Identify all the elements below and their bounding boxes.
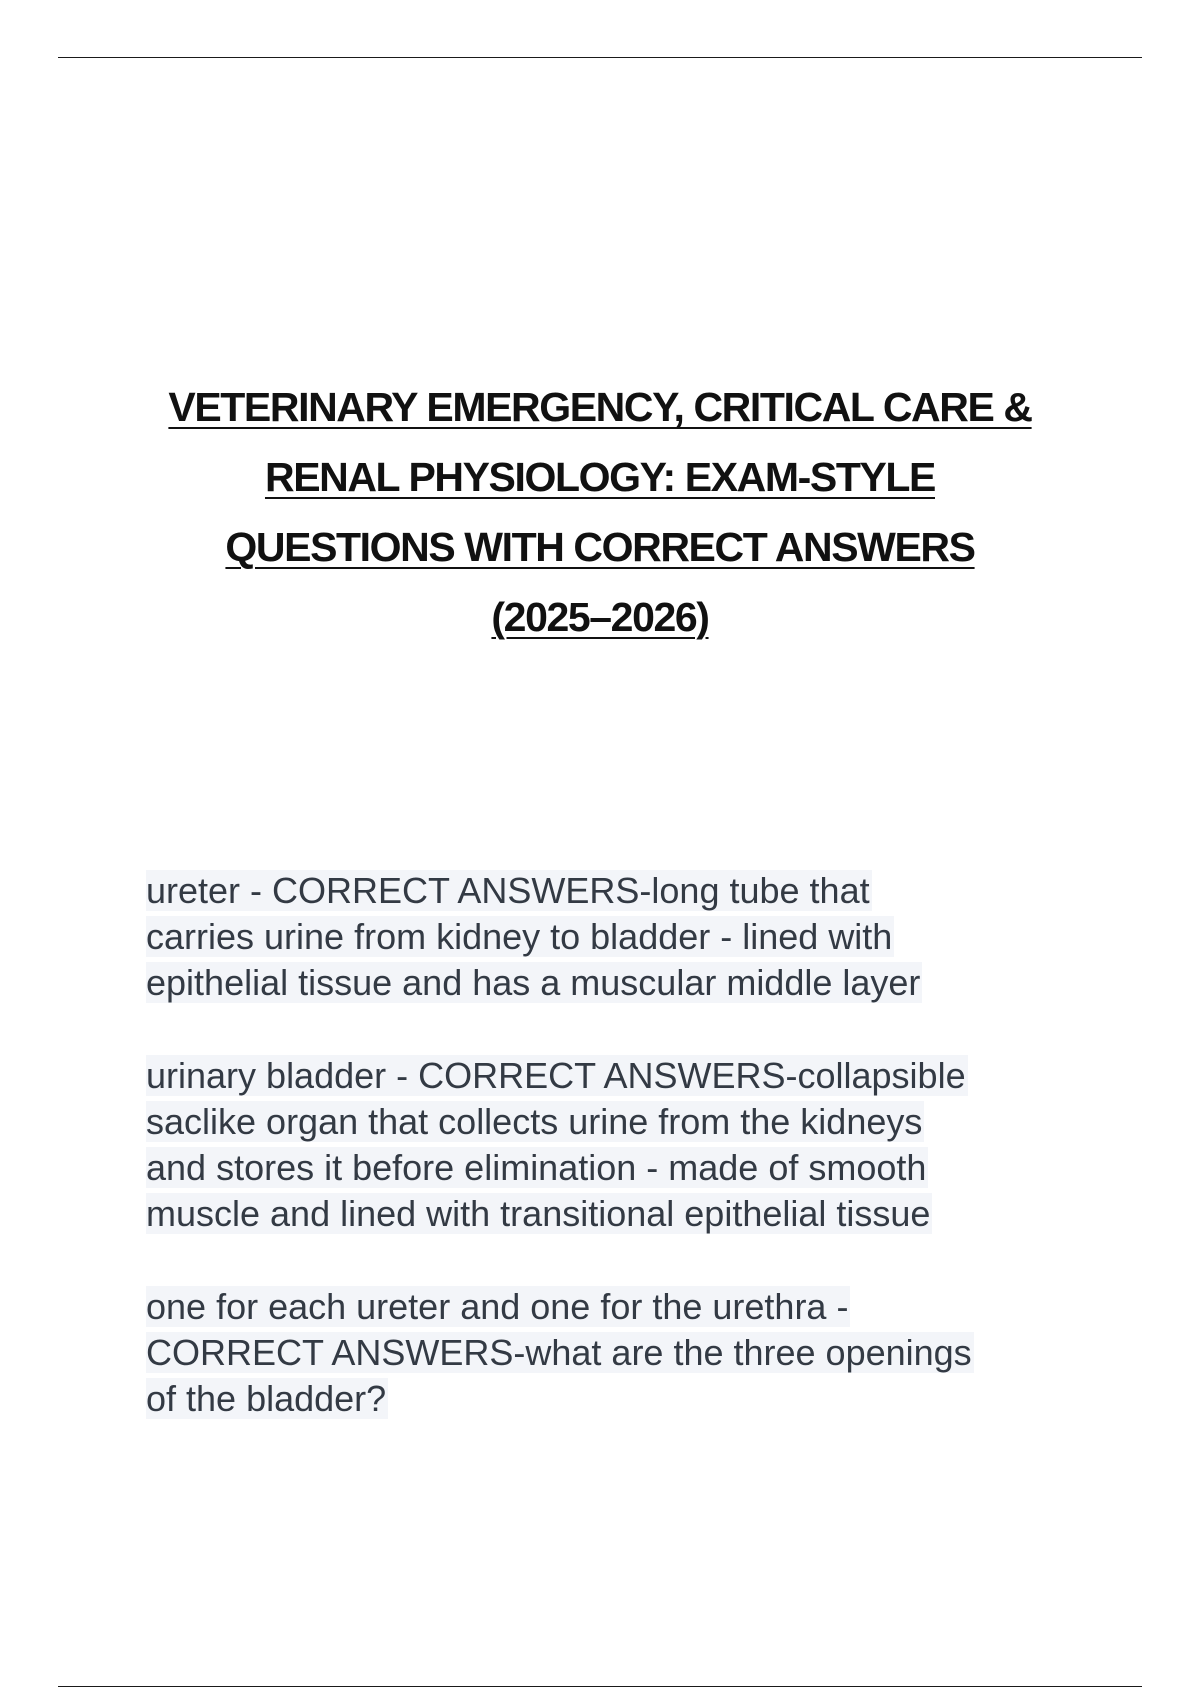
qa-line: carries urine from kidney to bladder - lined with — [146, 916, 893, 957]
bottom-rule — [58, 1686, 1142, 1687]
qa-list — [146, 868, 1106, 1469]
title-line: VETERINARY EMERGENCY, CRITICAL CARE & — [168, 384, 1032, 430]
qa-line: and stores it before elimination - made of smooth — [146, 1147, 927, 1188]
title-line: (2025–2026) — [491, 594, 709, 640]
qa-line: one for each ureter and one for the urethra - — [146, 1286, 849, 1327]
qa-line: of the bladder? — [146, 1378, 387, 1419]
qa-line: muscle and lined with transitional epithelial tissue — [146, 1193, 931, 1234]
qa-line: urinary bladder - CORRECT ANSWERS-collapsible — [146, 1055, 966, 1096]
qa-line: ureter - CORRECT ANSWERS-long tube that — [146, 870, 870, 911]
qa-line: epithelial tissue and has a muscular middle layer — [146, 962, 921, 1003]
qa-line: saclike organ that collects urine from the kidneys — [146, 1101, 923, 1142]
qa-item-urinary-bladder — [146, 1053, 1106, 1237]
qa-item-bladder-openings — [146, 1284, 1106, 1422]
qa-line: CORRECT ANSWERS-what are the three openings — [146, 1332, 972, 1373]
document-title — [100, 372, 1100, 652]
qa-item-ureter — [146, 868, 1106, 1006]
title-line: QUESTIONS WITH CORRECT ANSWERS — [225, 524, 975, 570]
title-line: RENAL PHYSIOLOGY: EXAM-STYLE — [264, 454, 935, 500]
top-rule — [58, 57, 1142, 58]
